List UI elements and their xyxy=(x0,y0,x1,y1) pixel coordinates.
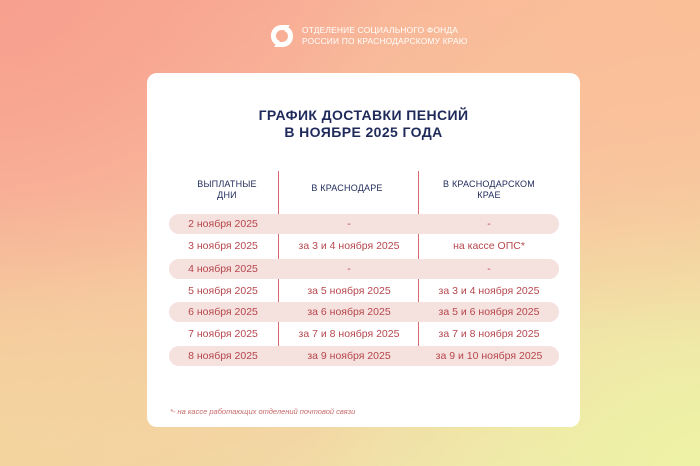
column-header-krai-line2: КРАЕ xyxy=(477,190,501,200)
org-name-line2: РОССИИ ПО КРАСНОДАРСКОМУ КРАЮ xyxy=(302,36,468,46)
cell-krai: - xyxy=(487,263,491,275)
footnote: *- на кассе работающих отделений почтовой связи xyxy=(170,407,356,416)
header xyxy=(268,22,467,50)
column-header-krai-line1: В КРАСНОДАРСКОМ xyxy=(443,179,535,189)
cell-krasnodar: за 5 ноября 2025 xyxy=(307,285,391,297)
sfr-logo-icon xyxy=(268,22,296,50)
title-line1: ГРАФИК ДОСТАВКИ ПЕНСИЙ xyxy=(258,107,469,123)
cell-day: 5 ноября 2025 xyxy=(188,285,258,297)
table-row xyxy=(169,281,559,301)
cell-krai: за 5 и 6 ноября 2025 xyxy=(438,306,540,318)
cell-day: 3 ноября 2025 xyxy=(188,240,258,252)
page-title xyxy=(147,107,580,141)
column-header-payment-days-line2: ДНИ xyxy=(217,190,237,200)
column-header-krasnodar: В КРАСНОДАРЕ xyxy=(311,183,383,193)
table-row xyxy=(169,236,559,256)
cell-day: 8 ноября 2025 xyxy=(188,350,258,362)
cell-krai: на кассе ОПС* xyxy=(453,240,525,252)
cell-krai: за 3 и 4 ноября 2025 xyxy=(438,285,540,297)
cell-day: 2 ноября 2025 xyxy=(188,218,258,230)
cell-krai: за 7 и 8 ноября 2025 xyxy=(438,328,540,340)
cell-krasnodar: за 3 и 4 ноября 2025 xyxy=(298,240,400,252)
cell-krasnodar: - xyxy=(347,218,351,230)
cell-krasnodar: за 9 ноября 2025 xyxy=(307,350,391,362)
column-header-krai xyxy=(419,179,559,201)
table-row xyxy=(169,346,559,366)
schedule-card xyxy=(147,73,580,427)
table-row xyxy=(169,259,559,279)
column-header-payment-days-line1: ВЫПЛАТНЫЕ xyxy=(197,179,257,189)
table-row xyxy=(169,302,559,322)
cell-day: 7 ноября 2025 xyxy=(188,328,258,340)
cell-krai: за 9 и 10 ноября 2025 xyxy=(435,350,543,362)
title-line2: В НОЯБРЕ 2025 ГОДА xyxy=(284,124,443,140)
cell-day: 6 ноября 2025 xyxy=(188,306,258,318)
cell-krai: - xyxy=(487,218,491,230)
cell-day: 4 ноября 2025 xyxy=(188,263,258,275)
table-row xyxy=(169,214,559,234)
cell-krasnodar: за 7 и 8 ноября 2025 xyxy=(298,328,400,340)
cell-krasnodar: - xyxy=(347,263,351,275)
cell-krasnodar: за 6 ноября 2025 xyxy=(307,306,391,318)
org-name xyxy=(302,25,467,47)
org-name-line1: ОТДЕЛЕНИЕ СОЦИАЛЬНОГО ФОНДА xyxy=(302,25,459,35)
table-row xyxy=(169,324,559,344)
column-header-payment-days xyxy=(177,179,277,201)
